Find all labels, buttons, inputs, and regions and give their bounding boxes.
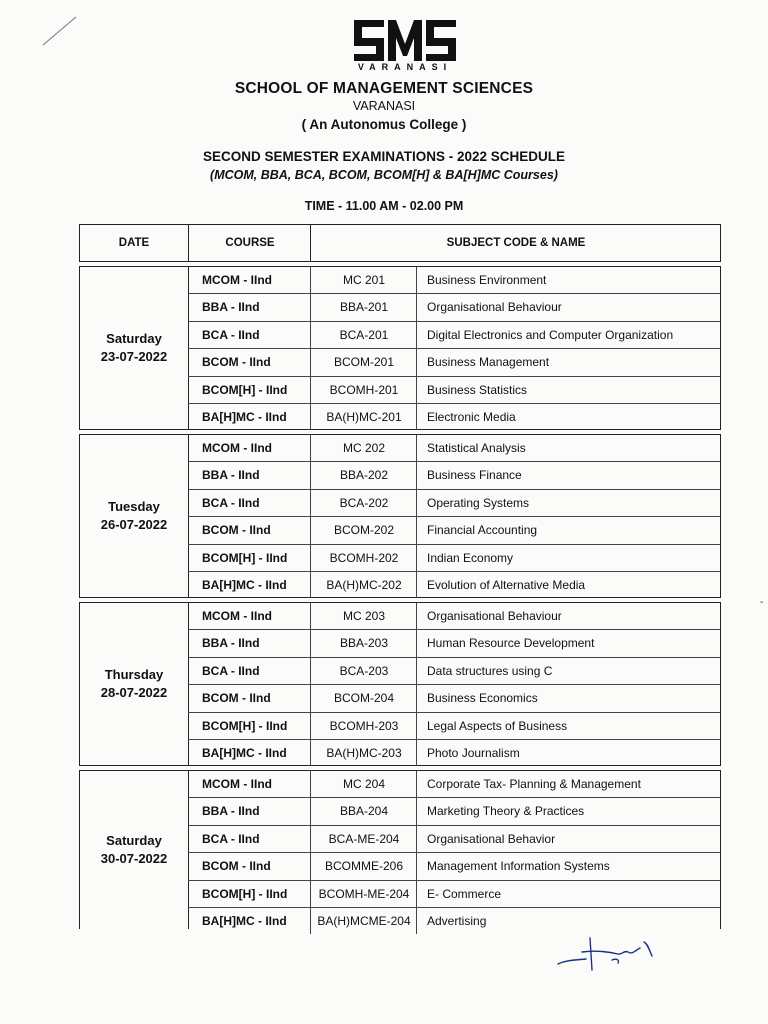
exam-time: TIME - 11.00 AM - 02.00 PM [304,199,464,213]
day-cell [80,603,189,765]
subject-cell: Organisational Behavior [416,826,720,852]
day-block-4 [79,770,721,929]
subject-cell: Data structures using C [416,658,720,684]
course-cell: BCOM[H] - IInd [202,550,288,565]
subject-cell: Human Resource Development [416,630,720,656]
course-cell: BCA - IInd [202,495,260,510]
schedule-table [79,224,721,929]
subject-cell: Organisational Behaviour [416,294,720,320]
table-row [188,658,720,685]
course-cell: MCOM - IInd [202,777,272,791]
subject-cell: Management Information Systems [416,853,720,879]
course-cell: MCOM - IInd [202,609,272,623]
code-cell: BCA-203 [310,658,417,684]
table-row [188,572,720,598]
table-row [188,294,720,321]
subject-cell: Electronic Media [416,404,720,430]
day-block-3 [79,602,721,766]
table-row [188,826,720,853]
code-cell: BCOM-202 [310,517,417,543]
college-status: ( An Autonomus College ) [301,117,467,132]
subject-cell: Digital Electronics and Computer Organization [416,322,720,348]
subject-cell: Business Finance [416,462,720,488]
day-name: Saturday [106,331,162,346]
table-row [188,267,720,294]
table-row [188,517,720,544]
subject-cell: Operating Systems [416,490,720,516]
subject-cell: Evolution of Alternative Media [416,572,720,598]
table-row [188,404,720,430]
day-date: 23-07-2022 [100,349,168,364]
course-cell: BCA - IInd [202,327,260,342]
day-name: Thursday [104,667,164,682]
code-cell: BCOMH-ME-204 [310,881,417,907]
code-cell: BA(H)MC-203 [310,740,417,766]
day-block-2 [79,434,721,598]
subject-cell: Marketing Theory & Practices [416,798,720,824]
course-cell: BBA - IInd [202,804,260,819]
course-cell: BCOM - IInd [202,523,271,538]
margin-mark: - [760,597,764,608]
course-cell: BCOM[H] - IInd [202,382,288,397]
logo-subtext: VARANASI [357,62,453,72]
subject-cell: Business Management [416,349,720,375]
table-row [188,798,720,825]
day-name: Tuesday [108,499,160,514]
course-cell: BCOM - IInd [202,691,271,706]
subject-cell: Photo Journalism [416,740,720,766]
code-cell: BCOMH-203 [310,713,417,739]
course-cell: MCOM - IInd [202,441,272,455]
table-row [188,881,720,908]
table-row [188,853,720,880]
day-cell [80,771,189,929]
course-cell: BCOM - IInd [202,859,271,874]
table-row [188,490,720,517]
subject-cell: Financial Accounting [416,517,720,543]
course-cell: BBA - IInd [202,636,260,651]
subject-cell: Legal Aspects of Business [416,713,720,739]
table-row [188,740,720,766]
school-name: SCHOOL OF MANAGEMENT SCIENCES [234,80,534,97]
day-date: 28-07-2022 [100,685,168,700]
table-row [188,771,720,798]
code-cell: BBA-203 [310,630,417,656]
subject-cell: Organisational Behaviour [416,603,720,629]
header-date: DATE [118,237,150,249]
course-cell: MCOM - IInd [202,273,272,287]
code-cell: BCOMH-202 [310,545,417,571]
day-date: 30-07-2022 [100,851,168,866]
code-cell: MC 203 [310,603,417,629]
table-header [79,224,721,262]
table-row [188,349,720,376]
table-row [188,630,720,657]
course-cell: BBA - IInd [202,300,260,315]
subject-cell: Business Economics [416,685,720,711]
subject-cell: Business Environment [416,267,720,293]
courses-line: (MCOM, BBA, BCA, BCOM, BCOM[H] & BA[H]MC Courses) [210,168,558,182]
code-cell: BA(H)MC-202 [310,572,417,598]
course-cell: BA[H]MC - IInd [202,409,287,424]
course-cell: BCA - IInd [202,663,260,678]
code-cell: BBA-204 [310,798,417,824]
table-row [188,322,720,349]
table-row [188,603,720,630]
table-row [188,377,720,404]
code-cell: BCOMME-206 [310,853,417,879]
day-block-1 [79,266,721,430]
subject-cell: Indian Economy [416,545,720,571]
day-name: Saturday [106,833,162,848]
code-cell: MC 202 [310,435,417,461]
subject-cell: E- Commerce [416,881,720,907]
code-cell: BBA-201 [310,294,417,320]
code-cell: BCOM-204 [310,685,417,711]
table-row [188,545,720,572]
day-cell [80,267,189,429]
course-cell: BA[H]MC - IInd [202,577,287,592]
table-row [188,435,720,462]
day-cell [80,435,189,597]
code-cell: BBA-202 [310,462,417,488]
code-cell: BA(H)MCME-204 [310,908,417,934]
subject-cell: Advertising [416,908,720,934]
school-city: VARANASI [352,99,416,113]
code-cell: BCOMH-201 [310,377,417,403]
course-cell: BA[H]MC - IInd [202,745,287,760]
table-row [188,685,720,712]
table-row [188,462,720,489]
schedule-title: SECOND SEMESTER EXAMINATIONS - 2022 SCHEDULE [202,149,566,164]
course-cell: BCOM[H] - IInd [202,886,288,901]
table-row [188,713,720,740]
code-cell: BCOM-201 [310,349,417,375]
code-cell: BA(H)MC-201 [310,404,417,430]
subject-cell: Business Statistics [416,377,720,403]
code-cell: MC 204 [310,771,417,797]
code-cell: MC 201 [310,267,417,293]
course-cell: BCA - IInd [202,831,260,846]
pen-stroke-mark [40,14,80,48]
course-cell: BCOM - IInd [202,355,271,370]
code-cell: BCA-202 [310,490,417,516]
code-cell: BCA-ME-204 [310,826,417,852]
subject-cell: Corporate Tax- Planning & Management [416,771,720,797]
code-cell: BCA-201 [310,322,417,348]
day-date: 26-07-2022 [100,517,168,532]
subject-cell: Statistical Analysis [416,435,720,461]
course-cell: BCOM[H] - IInd [202,718,288,733]
handwritten-signature [552,930,672,980]
course-cell: BA[H]MC - IInd [202,913,287,928]
header-course: COURSE [188,225,311,261]
header-subject: SUBJECT CODE & NAME [310,225,721,261]
course-cell: BBA - IInd [202,468,260,483]
